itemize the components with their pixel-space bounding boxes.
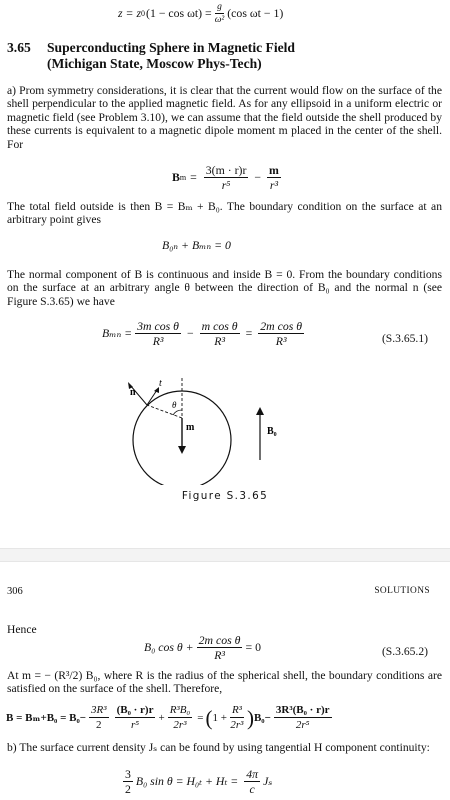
page-number: 306 [7, 586, 23, 597]
figure-caption: Figure S.3.65 [181, 490, 269, 502]
equation-surface-current: $\frac{3}{2}$ B₀ sin θ = H₀ₜ + Hₜ = $\frac{4\pi}{c}$ Jₛ [125, 767, 273, 796]
top-eq-lhs: z = z [118, 6, 142, 20]
eq-bmn-fraction-2: $\frac{\text{m cos θ}}{\text{R³}}$ [201, 319, 238, 348]
eq-bm-fraction-2: $\frac{m}{\text{r³}}$ [269, 163, 279, 192]
eq-last-fraction-2: $\frac{4\pi}{c}$ [246, 767, 259, 796]
running-head: SOLUTIONS [374, 586, 430, 596]
label-n: n [130, 387, 136, 398]
eq-total-fraction-4: $\frac{\text{R³}}{\text{2r³}}$ [230, 704, 244, 731]
label-t: t [159, 378, 162, 389]
section-number: 3.65 [7, 40, 31, 55]
top-eq-fraction: $\frac{g}{\text{ω²}}$ [214, 2, 225, 25]
eq-bm-fraction-1: $\frac{3(m \cdot r)r}{\text{r⁵}}$ [205, 163, 247, 192]
section-title-line1: Superconducting Sphere in Magnetic Field [47, 40, 295, 55]
eq-total-fraction-3: $\frac{\text{R³B₀}}{\text{2r³}}$ [169, 704, 191, 731]
theta-arc [173, 410, 182, 415]
equation-hence: B₀ cos θ + $\frac{\text{2m cos θ}}{\text{R³}}$ = 0 [144, 633, 261, 662]
eq-last-fraction-1: $\frac{3}{2}$ [125, 767, 131, 796]
section-heading [7, 40, 295, 71]
paragraph-normal: The normal component of B is continuous and inside B = 0. From the boundary conditions on the surface at an arbitrary angle θ between the direction of B₀ and the normal n (see Figure S.3.65) we have [7, 268, 442, 308]
figure-superconducting-sphere [110, 370, 310, 485]
hence-text: Hence [7, 623, 37, 636]
eq-total-fraction-2: $\frac{\text{(B₀ · r)r}}{\text{r⁵}}$ [116, 704, 154, 731]
eq-hence-fraction: $\frac{\text{2m cos θ}}{\text{R³}}$ [198, 633, 241, 662]
equation-number-s3652: (S.3.65.2) [381, 645, 428, 658]
label-b0: B₀ [267, 426, 277, 437]
paragraph-b: b) The surface current density Jₛ can be found by using tangential H component continuity: [7, 741, 430, 754]
equation-bmn: Bₘₙ = $\frac{\text{3m cos θ}}{\text{R³}}$ − $\frac{\text{m cos θ}}{\text{R³}}$ = $\frac{\text{2m cos θ}}{\text{R³}}$ [102, 319, 303, 348]
top-equation [118, 2, 283, 25]
eq-bmn-fraction-1: $\frac{\text{3m cos θ}}{\text{R³}}$ [137, 319, 179, 348]
dipole-arrowhead [178, 446, 186, 454]
equation-bm: B m = $\frac{3(m \cdot r)r}{\text{r⁵}}$ − $\frac{m}{\text{r³}}$ [172, 163, 279, 192]
tangent-arrow [147, 390, 157, 405]
top-eq-rest: (1 − cos ωt) = [146, 6, 212, 20]
equation-boundary: B₀ₙ + Bₘₙ = 0 [162, 238, 231, 252]
paragraph-total: The total field outside is then B = Bₘ + B₀. The boundary condition on the surface at an arbitrary point gives [7, 200, 442, 227]
b0-arrowhead [256, 407, 264, 415]
label-m: m [186, 422, 195, 433]
paragraph-a: a) Prom symmetry considerations, it is clear that the current would flow on the surface of the shell perpendicular to the applied magnetic field. As for any ellipsoid in a uniform electric or magnetic field (see Problem 3.10), we can assume that the field outside the shell produced by these currents is equivalent to a magnetic dipole moment m placed in the center of the shell. For [7, 84, 442, 151]
paragraph-at: At m = − (R³/2) B₀, where R is the radius of the spherical shell, the boundary conditions are satisfied on the surface of the shell. Therefore, [7, 669, 442, 696]
eq-total-fraction-5: $\frac{\text{3R³(B₀ · r)r}}{\text{2r⁵}}$ [275, 704, 330, 731]
page-gap [0, 548, 450, 562]
eq-total-fraction-1: $\frac{\text{3R³}}{2}$ [91, 704, 107, 731]
eq-bmn-fraction-3: $\frac{\text{2m cos θ}}{\text{R³}}$ [260, 319, 303, 348]
top-eq-sub: 0 [141, 9, 146, 18]
section-title-line2: (Michigan State, Moscow Phys-Tech) [47, 55, 262, 71]
equation-total-field: B = Bₘ+B₀ = B₀− $\frac{\text{3R³}}{2}$ $\frac{\text{(B₀ · r)r}}{\text{r⁵}}$ + $\frac{\text{R³B₀}}{\text{2r³}}$ = ( 1 + $\frac{\text{R³}}{\text{2r³}}$ ) B₀− $\frac{\text{3R³(B₀ · r)r}}{\text{2r⁵}}$ [6, 704, 330, 731]
label-theta: θ [172, 400, 177, 410]
equation-number-s3651: (S.3.65.1) [381, 332, 428, 345]
top-eq-tail: (cos ωt − 1) [227, 6, 284, 20]
